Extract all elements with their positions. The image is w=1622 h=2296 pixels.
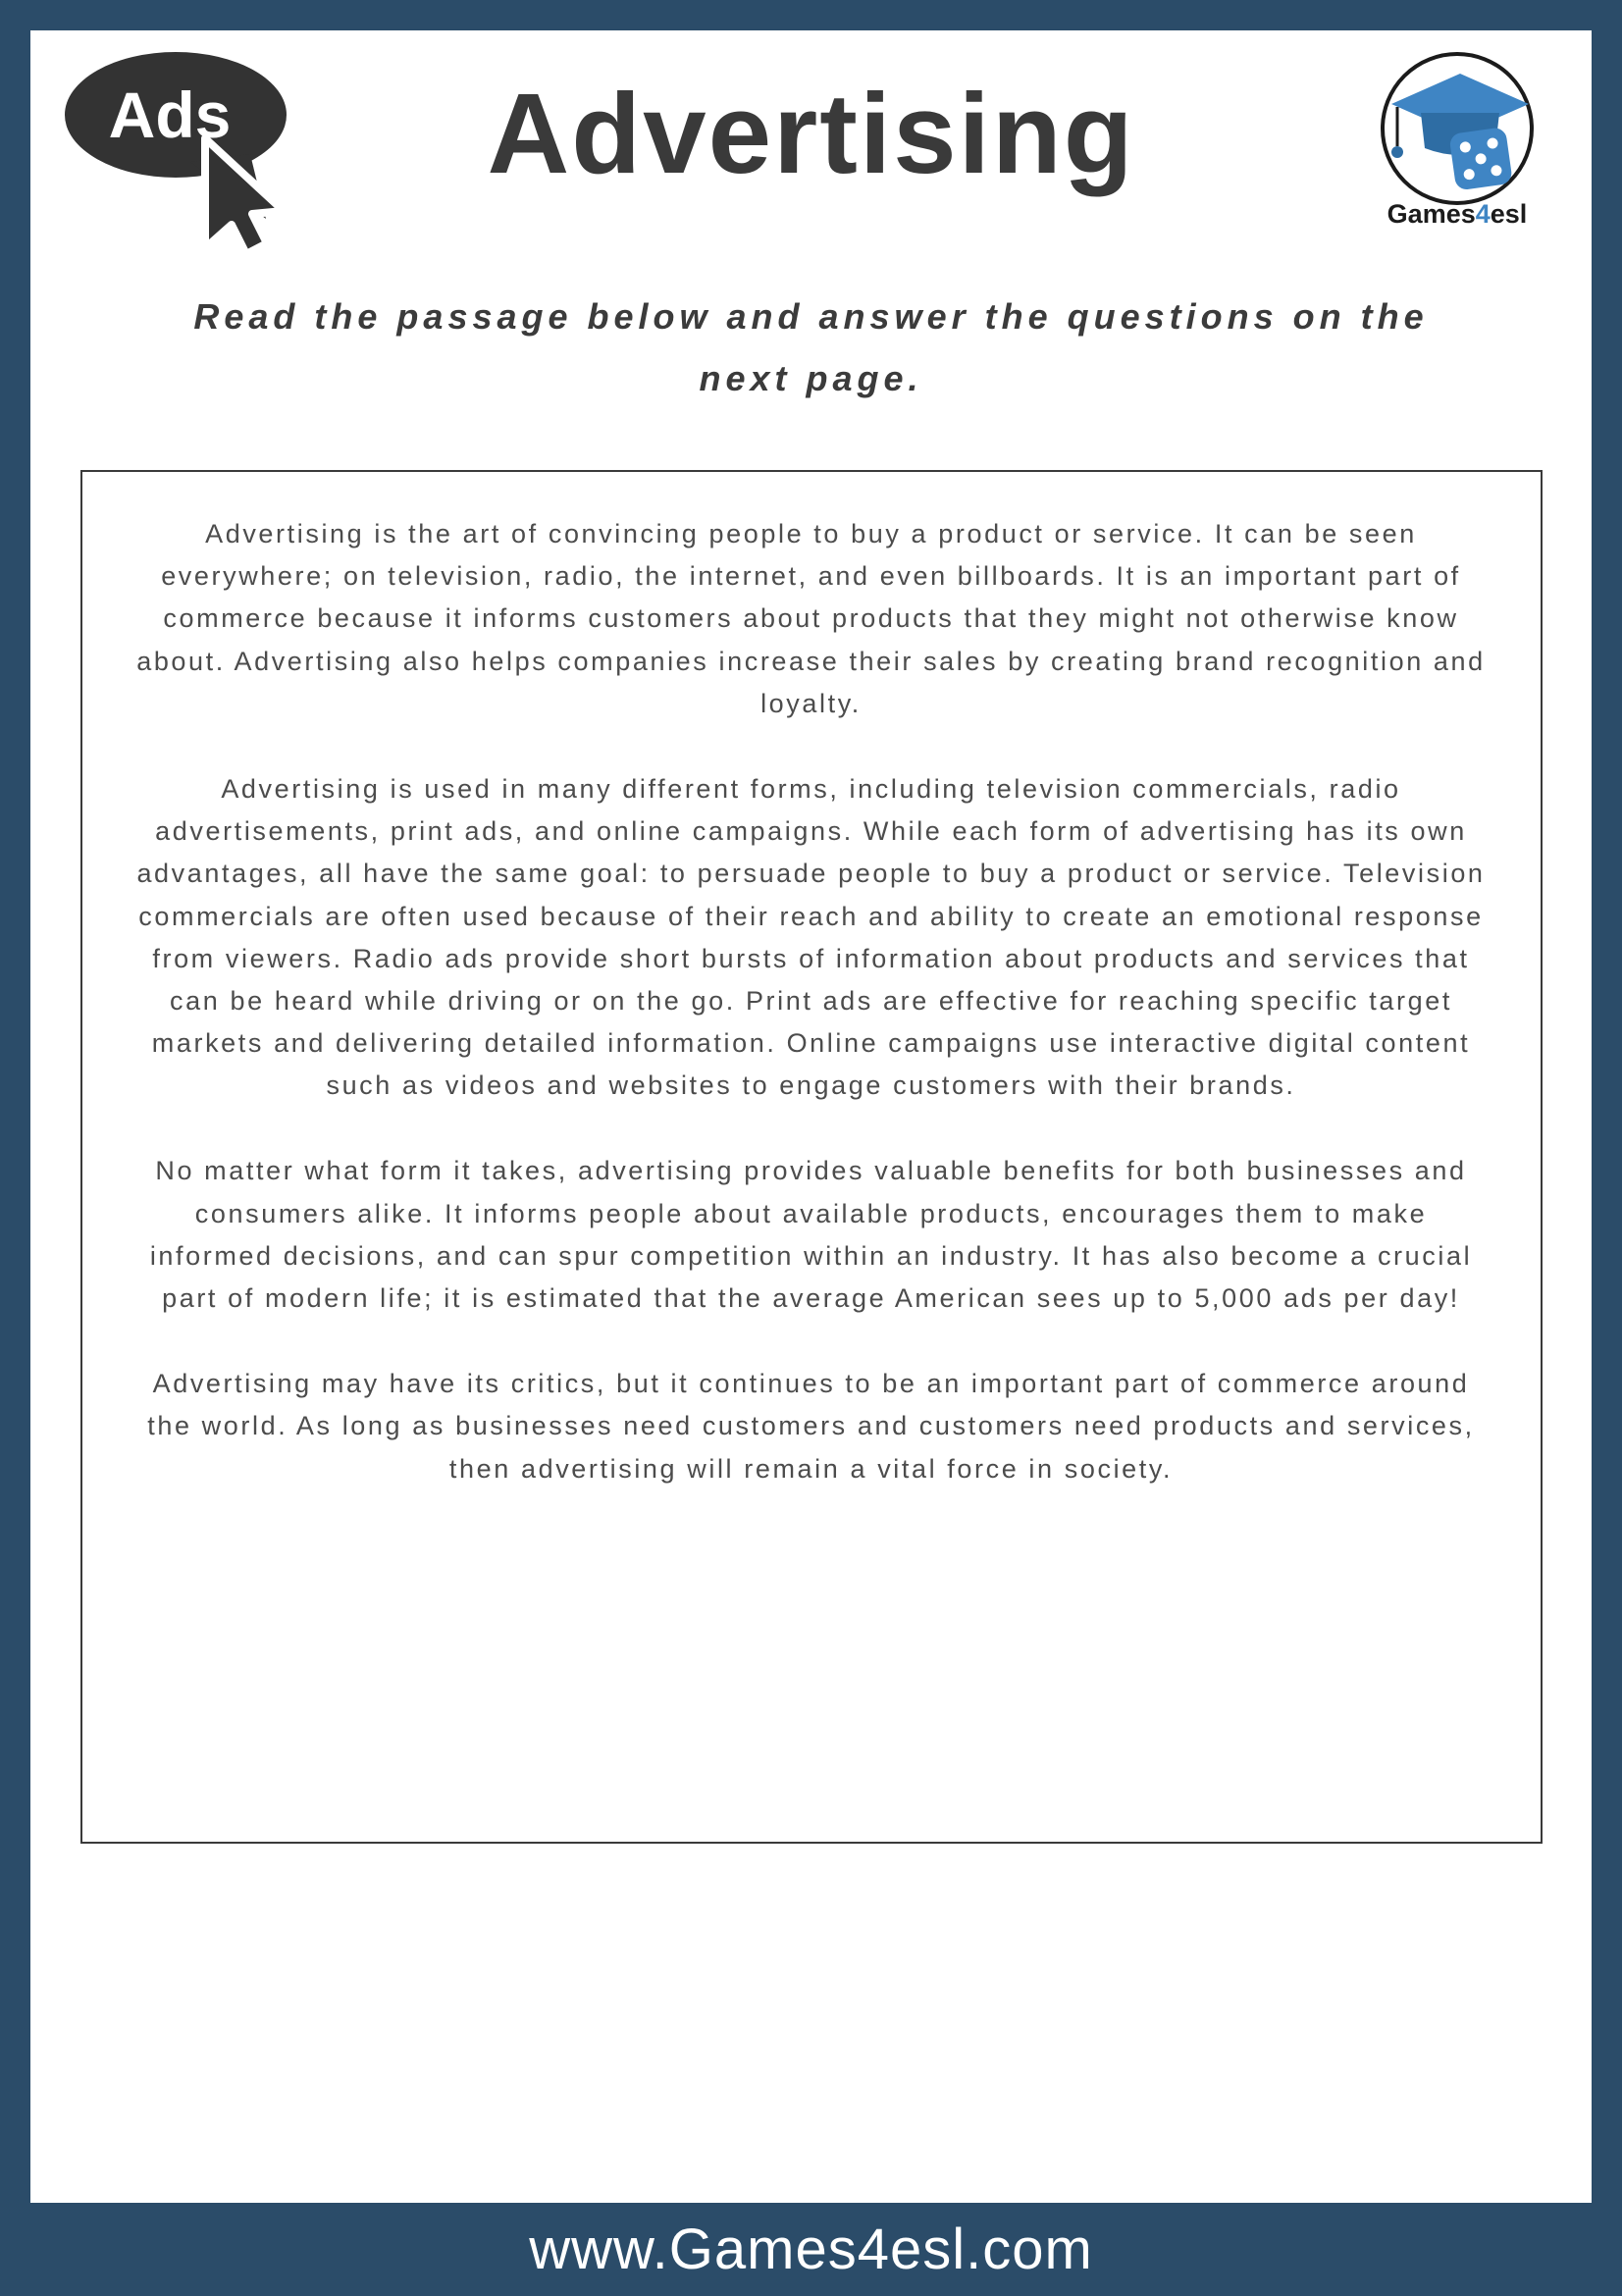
passage-paragraph: Advertising may have its critics, but it continues to be an important part of commerce around the world. As long as businesses need customers and customers need products and services, then advertising will remain a vital force in society. xyxy=(147,1369,1475,1484)
page-title: Advertising xyxy=(487,70,1135,197)
brand-prefix: Games xyxy=(1387,199,1476,229)
instruction-text: Read the passage below and answer the questions on the next page. xyxy=(193,296,1429,398)
games4esl-logo xyxy=(1370,48,1544,236)
dice-icon xyxy=(1448,127,1513,191)
header xyxy=(30,30,1592,264)
passage-paragraph: Advertising is the art of convincing people to buy a product or service. It can be seen everywhere; on television, radio, the internet, and even billboards. It is an important part of commerce because it informs customers about products that they might not otherwise know about. Advertising also helps companies increase their sales by creating brand recognition and loyalty. xyxy=(136,519,1486,718)
passage-paragraph: No matter what form it takes, advertising provides valuable benefits for both businesses and consumers alike. It informs people about available products, encourages them to make informed decisions, and can spur competition within an industry. It has also become a crucial part of modern life; it is estimated that the average American sees up to 5,000 ads per day! xyxy=(149,1156,1473,1313)
ads-label: Ads xyxy=(108,78,232,151)
passage-paragraph: Advertising is used in many different forms, including television commercials, radio advertisements, print ads, and online campaigns. While each form of advertising has its own advantages, all have the same goal: to persuade people to buy a product or service. Television commercials are often used because of their reach and ability to create an emotional response from viewers. Radio ads provide short bursts of information about products and services that can be heard while driving or on the go. Print ads are effective for reaching specific target markets and delivering detailed information. Online campaigns use interactive digital content such as videos and websites to engage customers with their brands. xyxy=(136,773,1486,1101)
worksheet-page xyxy=(30,30,1592,2203)
footer-url: www.Games4esl.com xyxy=(529,2218,1093,2281)
brand-number: 4 xyxy=(1475,199,1491,229)
passage-box xyxy=(80,470,1543,1844)
brand-name xyxy=(1387,199,1528,229)
brand-suffix: esl xyxy=(1490,199,1528,229)
footer xyxy=(0,2203,1622,2296)
ads-logo xyxy=(58,44,323,255)
